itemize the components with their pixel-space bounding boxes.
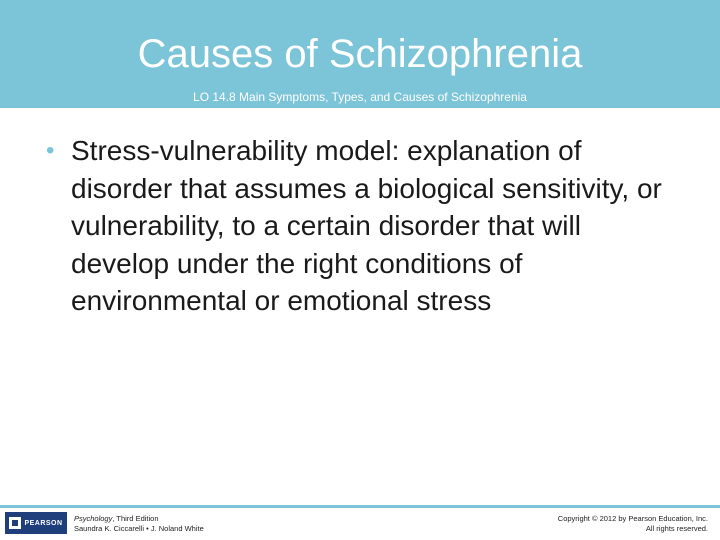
pearson-logo — [5, 512, 67, 534]
rights-line: All rights reserved. — [645, 524, 708, 533]
slide-title: Causes of Schizophrenia — [137, 32, 583, 76]
learning-objective-subtitle: LO 14.8 Main Symptoms, Types, and Causes of Schizophrenia — [193, 90, 527, 104]
book-authors: Saundra K. Ciccarelli • J. Noland White — [74, 524, 204, 533]
footer-divider — [0, 505, 720, 508]
bullet-item — [46, 132, 686, 320]
pearson-logo-text: PEARSON — [24, 519, 63, 527]
copyright-line: Copyright © 2012 by Pearson Education, Inc. — [557, 514, 708, 523]
book-title: Psychology — [74, 514, 113, 523]
pearson-logo-icon — [9, 517, 21, 529]
footer-copyright — [558, 514, 708, 534]
slide-content — [46, 132, 686, 320]
book-edition: , Third Edition — [112, 514, 159, 523]
bullet-icon: • — [46, 137, 55, 164]
footer-book-info — [74, 514, 204, 534]
bullet-text: Stress-vulnerability model: explanation of disorder that assumes a biological sensitivity, or vulnerability, to a certain disorder that will develop under the right conditions of environmental or emotional stress — [71, 135, 662, 316]
title-banner — [0, 0, 720, 108]
